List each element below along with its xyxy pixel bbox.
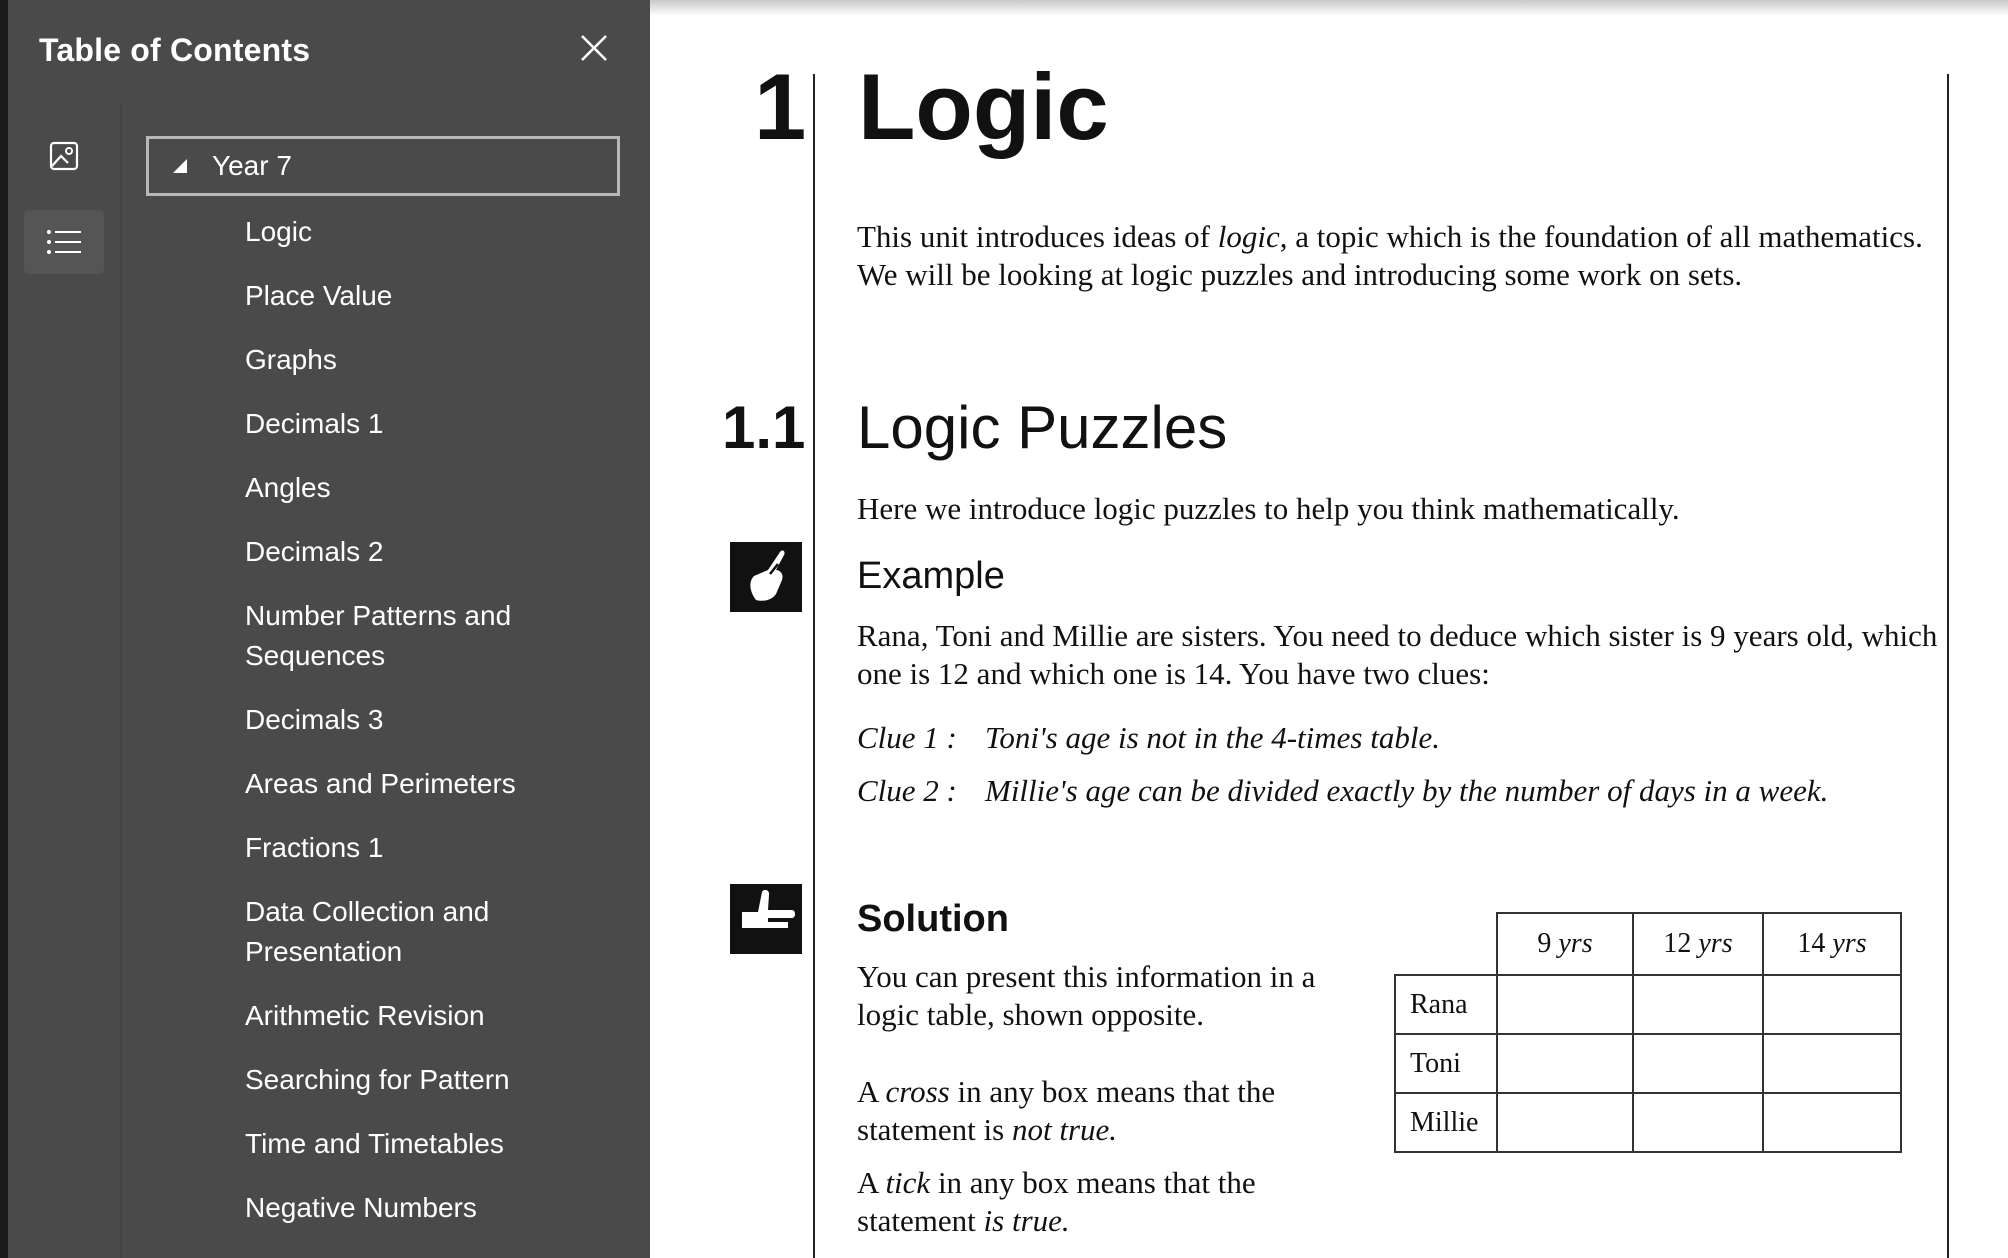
table-cell xyxy=(1763,1034,1901,1093)
row-header: Millie xyxy=(1395,1093,1497,1152)
table-cell xyxy=(1497,975,1633,1034)
toc-item[interactable]: Graphs xyxy=(245,344,337,375)
clue-1 xyxy=(857,719,1440,757)
row-header: Rana xyxy=(1395,975,1497,1034)
image-icon xyxy=(49,141,79,171)
toc-item[interactable]: Decimals 2 xyxy=(245,536,384,567)
toc-item[interactable]: Logic xyxy=(245,216,312,247)
solution-heading: Solution xyxy=(857,898,1009,940)
solution-paragraph: You can present this information in a logic table, shown opposite. xyxy=(857,959,1316,1032)
toc-item[interactable]: Areas and Perimeters xyxy=(245,768,516,799)
solution-paragraph xyxy=(857,1164,1357,1240)
section-intro: Here we introduce logic puzzles to help you think mathematically. xyxy=(857,491,1680,526)
thumbs-hand-icon xyxy=(728,882,804,956)
toc-item[interactable]: Number Patterns and Sequences xyxy=(245,600,512,671)
emphasis: is true. xyxy=(983,1203,1070,1238)
text-span: A xyxy=(857,1165,886,1200)
corner-cell xyxy=(1395,913,1497,975)
toc-item[interactable]: Decimals 1 xyxy=(245,408,384,439)
clue-text: Toni's age is not in the 4-times table. xyxy=(985,720,1440,755)
chapter-title: Logic xyxy=(858,54,1109,159)
sidebar-title: Table of Contents xyxy=(39,32,311,68)
table-cell xyxy=(1633,975,1763,1034)
column-header xyxy=(1763,913,1901,975)
toc-sidebar xyxy=(8,0,650,1258)
toc-item[interactable]: Time and Timetables xyxy=(245,1128,504,1159)
toc-item-label: Year 7 xyxy=(212,150,292,181)
column-unit: yrs xyxy=(1832,928,1867,959)
table-cell xyxy=(1763,975,1901,1034)
text-span: in any box means that the statement is xyxy=(857,1074,1276,1147)
example-heading: Example xyxy=(857,555,1005,597)
thumbnails-button[interactable] xyxy=(24,124,104,188)
toc-item[interactable]: Data Collection and Presentation xyxy=(245,896,490,967)
document-page xyxy=(650,0,2008,1258)
chapter-intro xyxy=(857,218,1937,294)
intro-emphasis: logic xyxy=(1217,219,1280,254)
intro-text: , a topic which is the foundation of all mathematics. We will be looking at logic puzzles and introducing some work on sets. xyxy=(857,219,1923,292)
section-title: Logic Puzzles xyxy=(857,394,1228,461)
toc-item[interactable]: Negative Numbers xyxy=(245,1192,477,1223)
table-row xyxy=(1395,1034,1901,1093)
table-cell xyxy=(1633,1093,1763,1152)
column-number: 14 xyxy=(1797,928,1826,959)
sidebar-rail xyxy=(8,104,122,1258)
table-cell xyxy=(1763,1093,1901,1152)
chapter-number: 1 xyxy=(754,54,807,159)
clue-text: Millie's age can be divided exactly by the number of days in a week. xyxy=(985,773,1829,808)
toc-item[interactable]: Angles xyxy=(245,472,331,503)
emphasis: tick xyxy=(885,1165,931,1200)
row-header: Toni xyxy=(1395,1034,1497,1093)
table-cell xyxy=(1497,1093,1633,1152)
section-number: 1.1 xyxy=(722,394,806,461)
toc-item[interactable]: Fractions 1 xyxy=(245,832,384,863)
table-header-row xyxy=(1395,913,1901,975)
toc-item[interactable]: Arithmetic Revision xyxy=(245,1000,485,1031)
toc-item-year-7[interactable] xyxy=(146,136,620,196)
clue-2 xyxy=(857,772,1828,810)
solution-paragraph xyxy=(857,1073,1357,1149)
column-header xyxy=(1497,913,1633,975)
column-unit: yrs xyxy=(1698,928,1733,959)
table-row xyxy=(1395,1093,1901,1152)
table-cell xyxy=(1633,1034,1763,1093)
column-unit: yrs xyxy=(1558,928,1593,959)
logic-table xyxy=(1394,912,1902,1153)
toc-item[interactable]: Place Value xyxy=(245,280,393,311)
table-row xyxy=(1395,975,1901,1034)
example-text: Rana, Toni and Millie are sisters. You need to deduce which sister is 9 years old, which one is 12 and which one is 14. You have two clues: xyxy=(857,618,1938,691)
toc-list xyxy=(245,212,645,1252)
emphasis: not true. xyxy=(1011,1112,1118,1147)
table-cell xyxy=(1497,1034,1633,1093)
emphasis: cross xyxy=(885,1074,950,1109)
margin-rule-right xyxy=(1947,74,1949,1258)
close-icon[interactable] xyxy=(576,30,612,66)
list-icon xyxy=(46,229,82,255)
clue-label: Clue 2 : xyxy=(857,773,957,808)
column-number: 9 xyxy=(1537,928,1552,959)
window-edge xyxy=(0,0,8,1258)
column-header xyxy=(1633,913,1763,975)
margin-rule-left xyxy=(813,74,815,1258)
outline-button[interactable] xyxy=(24,210,104,274)
clue-label: Clue 1 : xyxy=(857,720,957,755)
text-span: A xyxy=(857,1074,886,1109)
text-span: in any box means that the statement xyxy=(857,1165,1256,1238)
intro-text: This unit introduces ideas of xyxy=(857,219,1218,254)
expanded-triangle-icon[interactable] xyxy=(171,156,191,176)
toc-item[interactable]: Searching for Pattern xyxy=(245,1064,510,1095)
pointing-hand-icon xyxy=(728,540,804,614)
column-number: 12 xyxy=(1663,928,1692,959)
toc-item[interactable]: Decimals 3 xyxy=(245,704,384,735)
